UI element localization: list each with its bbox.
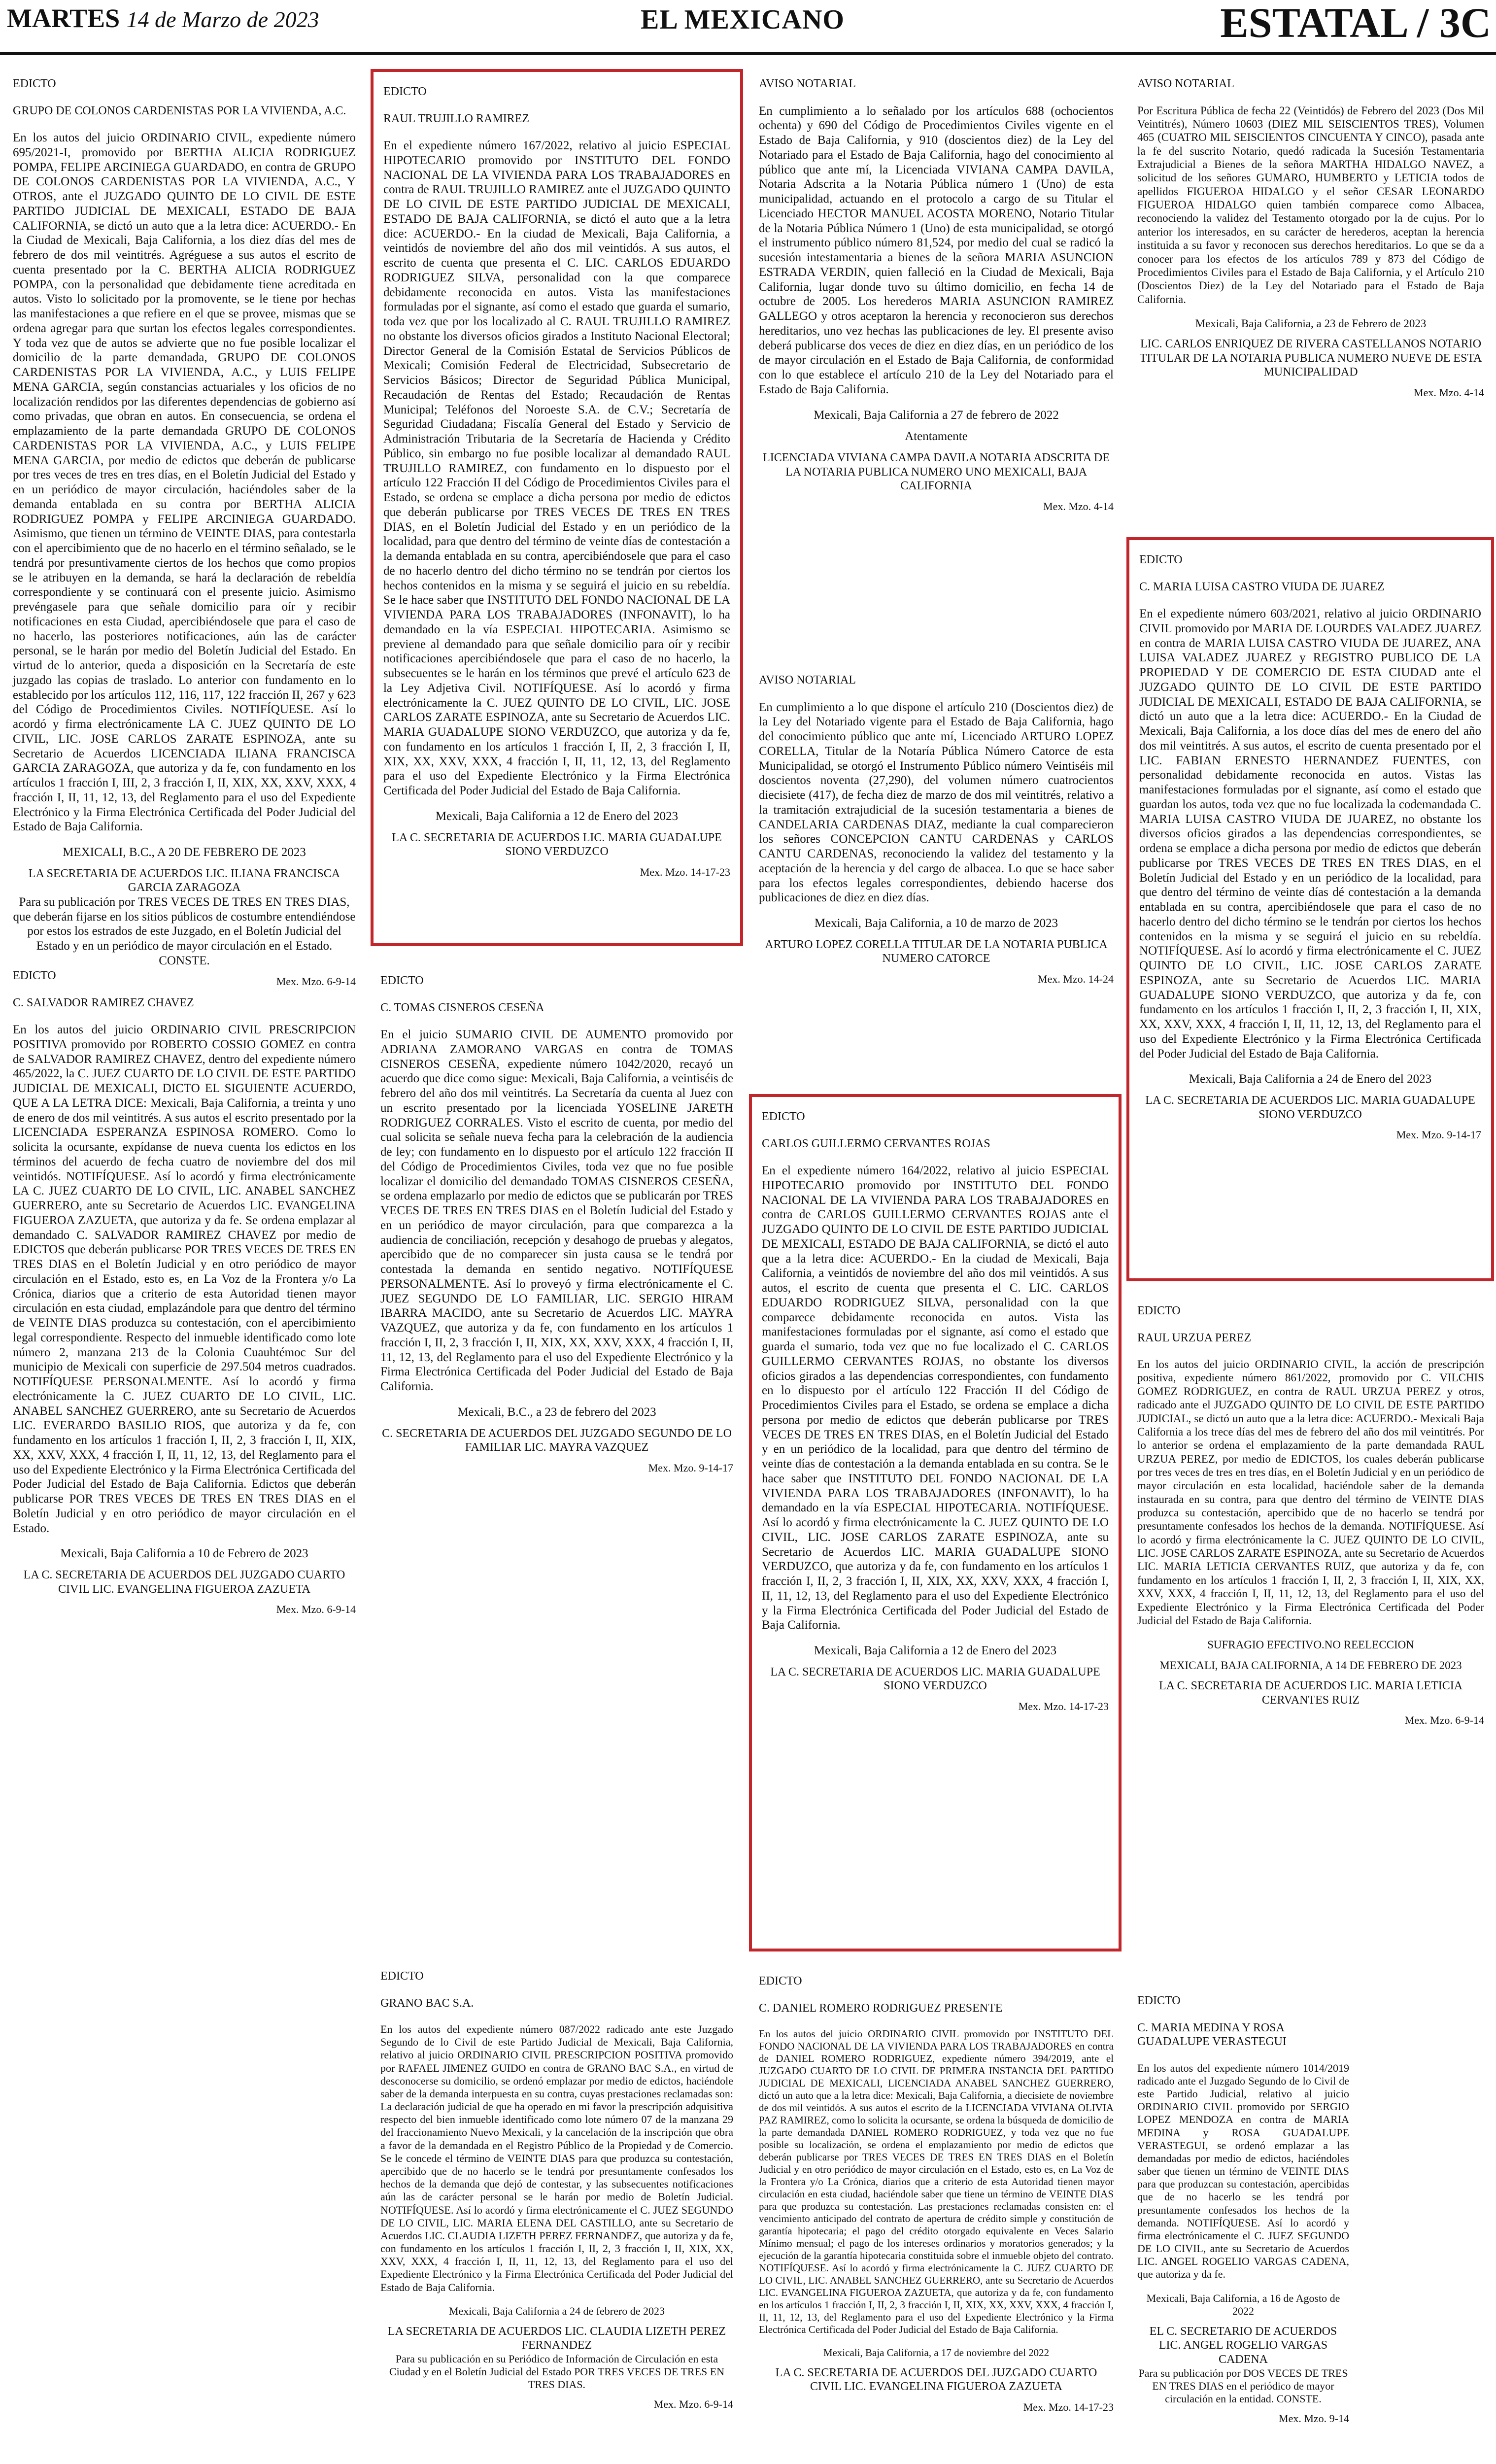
notice-place-date: Mexicali, Baja California, a 17 de noviembre del 2022 bbox=[823, 2346, 1050, 2359]
notice-signer: LIC. CARLOS ENRIQUEZ DE RIVERA CASTELLANOS NOTARIO TITULAR DE LA NOTARIA PUBLICA NUMERO NUEVE DE ESTA MUNICIPALIDAD bbox=[1139, 338, 1482, 379]
newspaper-title: EL MEXICANO bbox=[641, 4, 845, 35]
notice-grupo-colonos bbox=[3, 64, 366, 988]
notice-ref: Mex. Mzo. 6-9-14 bbox=[276, 1603, 356, 1616]
notice-ref: Mex. Mzo. 9-14-17 bbox=[648, 1461, 733, 1474]
notice-place-date: Mexicali, Baja California a 10 de Febrero de 2023 bbox=[60, 1547, 308, 1561]
notice-type: AVISO NOTARIAL bbox=[759, 77, 856, 90]
notice-ref: Mex. Mzo. 14-17-23 bbox=[640, 865, 730, 878]
notice-publication: Para su publicación por TRES VECES DE TRES EN TRES DIAS, que deberán fijarse en los sitios públicos de costumbre entendiéndose por estos los estrados de este Juzgado, en el Boletín Judicial del Estado y en un periódico de mayor circulación en el Estado. CONSTE. bbox=[13, 895, 356, 967]
notice-party: GRUPO DE COLONOS CARDENISTAS POR LA VIVIENDA, A.C. bbox=[13, 104, 346, 117]
notice-type: EDICTO bbox=[13, 969, 56, 982]
notice-carlos-cervantes bbox=[749, 1094, 1122, 1951]
notice-daniel-romero bbox=[749, 1961, 1123, 2464]
notice-aviso-enriquez bbox=[1127, 64, 1494, 527]
notice-footnote: Para su publicación por DOS VECES DE TRES EN TRES DIAS en el periódico de mayor circulación en la entidad. CONSTE. bbox=[1138, 2366, 1348, 2405]
notice-body: En cumplimiento a lo señalado por los artículos 688 (ochocientos ochenta) y 690 del Código de Procedimientos Civiles vigente en el Estado de Baja California, y 910 (doscientos diez) de la Ley del Notariado para el Estado de Baja California, hago del conocimiento al público que ante mí, la Licenciada VIVIANA CAMPA DAVILA, Notaria Adscrita a la Notaria Pública número 1 (Uno) de esta municipalidad, actuando en el protocolo a cargo de su Titular el Licenciado HECTOR MANUEL ACOSTA MORENO, Notario Titular de la Notaria Pública Número 1 (Uno) de esta municipalidad, se otorgó el instrumento público número 81,524, por medio del cual se radicó la sucesión intestamentaria a bienes de la señora MARIA ASUNCION ESTRADA VERDIN, quien falleció en la Ciudad de Mexicali, Baja California, lugar donde tuvo su último domicilio, en fecha 14 de octubre de 2005. Los herederos MARIA ASUNCION RAMIREZ GALLEGO y otros aceptaron la herencia y reconocieron sus derechos hereditarios, uno vez hechas las publicaciones de ley. El presente aviso deberá publicarse dos veces de diez en diez días, en un periódico de los de mayor circulación en el Estado de Baja California, de conformidad con lo que establece el artículo 210 de la Ley del Notariado para el Estado de Baja California. bbox=[759, 104, 1114, 396]
notice-place-date: Mexicali, Baja California a 24 de febrero de 2023 bbox=[448, 2304, 665, 2317]
notice-type: EDICTO bbox=[13, 77, 56, 90]
section-label: ESTATAL / 3C bbox=[1220, 0, 1491, 46]
notice-salvador-ramirez bbox=[3, 956, 366, 2287]
notice-maria-medina bbox=[1127, 1981, 1359, 2464]
notice-body: En el juicio SUMARIO CIVIL DE AUMENTO promovido por ADRIANA ZAMORANO VARGAS en contra de TOMAS CISNEROS CESEÑA, expediente número 1042/2020, recayó un acuerdo que dice como sigue: Mexicali, Baja California, a veintiséis de febrero del año dos mil veintitrés. La Secretaría da cuenta al Juez con un escrito presentado por la licenciada YOSELINE JARETH RODRIGUEZ CORRALES. Visto el escrito de cuenta, por medio del cual solicita se señale nueva fecha para la celebración de la audiencia de ley; con fundamento en lo dispuesto por el artículo 122 fracción II del Código de Procedimientos Civiles, toda vez que no fue posible localizar el domicilio del demandado TOMAS CISNEROS CESEÑA, se ordena emplazarlo por medio de edictos que se publicarán por TRES VECES DE TRES EN TRES DIAS en el Boletín Judicial del Estado y en un periódico de mayor circulación, para que comparezca a la audiencia de conciliación, recepción y desahogo de pruebas y alegatos, apercibido que de no comparecer sin justa causa se le tendrá por contestada la demanda en sentido negativo. NOTIFÍQUESE PERSONALMENTE. Así lo proveyó y firma electrónicamente el C. JUEZ SEGUNDO DE LO FAMILIAR, LIC. SERGIO HIRAM IBARRA MACIDO, ante su Secretario de Acuerdos LIC. MAYRA VAZQUEZ, que autoriza y da fe, con fundamento en los artículos 1 fracción I, II, 2, 3 fracción I, II, XIX, XX, XXV, XXX, 4 fracción I, II, 11, 12, 13, del Reglamento para el uso del Expediente Electrónico y la Firma Electrónica Certificada del Poder Judicial del Estado de Baja California. bbox=[380, 1028, 733, 1394]
notice-body: En el expediente número 164/2022, relativo al juicio ESPECIAL HIPOTECARIO promovido por INSTITUTO DEL FONDO NACIONAL DE LA VIVIENDA PARA LOS TRABAJADORES en contra de CARLOS GUILLERMO CERVANTES ROJAS ante el JUZGADO QUINTO DE LO CIVIL DE ESTE PARTIDO JUDICIAL DE MEXICALI, ESTADO DE BAJA CALIFORNIA, se dictó el auto que a la letra dice: ACUERDO.- En la ciudad de Mexicali, Baja California, a veintidós de noviembre del año dos mil veintidós. A sus autos, el escrito de cuenta que presenta el C. LIC. CARLOS EDUARDO RODRIGUEZ SILVA, personalidad con la que comparece debidamente reconocida en autos. Vista las manifestaciones formuladas por el signante, así como el estado que guarda el sumario, toda vez que no fue localizado el C. CARLOS GUILLERMO CERVANTES ROJAS, no obstante los diversos oficios girados a las dependencias correspondientes, con fundamento en lo dispuesto por el artículo 122 Fracción II del Código de Procedimientos Civiles para el Estado, se ordena se emplace a dicha persona por medio de edictos que deberán publicarse por TRES VECES DE TRES EN TRES DIAS, en el Boletín Judicial del Estado y en un periódico de la localidad, para que dentro del término de veinte días de contestación a la demanda entablada en su contra. Se le hace saber que INSTITUTO DEL FONDO NACIONAL DE LA VIVIENDA PARA LOS TRABAJADORES (INFONAVIT), lo ha demandado en la vía ESPECIAL HIPOTECARIA. NOTIFÍQUESE. Así lo acordó y firma electrónicamente la C. JUEZ QUINTO DE LO CIVIL, LIC. JOSE CARLOS ZARATE ESPINOZA, ante su Secretario de Acuerdos LIC. MARIA GUADALUPE SIONO VERDUZCO, que autoriza y da fe, con fundamento en los artículos 1 fracción I, II, 2, 3 fracción I, II, XIX, XX, XXV, XXX, 4 fracción I, II, 11, 12, 13, del Reglamento para el uso del Expediente Electrónico y la Firma Electrónica Certificada del Poder Judicial del Estado de Baja California. bbox=[762, 1164, 1109, 1632]
notice-place-date: Mexicali, Baja California a 12 de Enero del 2023 bbox=[814, 1644, 1057, 1658]
notice-body: En cumplimiento a lo que dispone el artículo 210 (Doscientos diez) de la Ley del Notariado vigente para el Estado de Baja California, hago del conocimiento público que ante mí, Licenciado ARTURO LOPEZ CORELLA, Titular de la Notaría Pública Número Catorce de esta Municipalidad, se otorgó el Instrumento Público número Veintiséis mil doscientos noventa (27,290), del volumen número cuatrocientos diecisiete (417), de fecha diez de marzo de dos mil veintitrés, relativo a la tramitación extrajudicial de la sucesión testamentaria a bienes de CANDELARIA CARDENAS DIAZ, mediante la cual comparecieron los señores CONCEPCION CANTU CARDENAS y CARLOS CANTU CARDENAS, reconociendo la validez del testamento y la aceptación de la herencia y del cargo de albacea. Lo que se hace saber para los efectos legales correspondientes, debiendo hacerse dos publicaciones de diez en diez días. bbox=[759, 700, 1114, 905]
notice-ref: Mex. Mzo. 6-9-14 bbox=[653, 2398, 733, 2411]
notice-body: Por Escritura Pública de fecha 22 (Veintidós) de Febrero del 2023 (Dos Mil Veintitrés), Número 10603 (DIEZ MIL SEISCIENTOS TRES), Volumen 465 (CUATRO MIL SEISCIENTOS CINCUENTA Y CINCO), pasada ante la fe del suscrito Notario, quedó radicada la Sucesión Testamentaria Extrajudicial a Bienes de la señora MARTHA HIDALGO NAVEZ, a solicitud de los señores GUMARO, HUMBERTO y LETICIA todos de apellidos FIGUEROA HIDALGO y el señor CESAR LEONARDO FIGUEROA HIDALGO quien también comparece como Albacea, reconociendo la validez del Testamento otorgado por la de cujus. Por lo anterior los interesados, en su carácter de herederos, aceptan la herencia instituida a su favor y reconocen sus derechos hereditarios. Lo que se da a conocer para los efectos de los artículos 789 y 873 del Código de Procedimientos Civiles para el Estado de Baja California, y el Artículo 210 (Doscientos Diez) de la Ley del Notariado para el Estado de Baja California. bbox=[1137, 104, 1484, 306]
notice-ref: Mex. Mzo. 14-17-23 bbox=[1018, 1700, 1109, 1712]
notice-party: GRANO BAC S.A. bbox=[380, 1996, 474, 2010]
notice-body: En el expediente número 603/2021, relativo al juicio ORDINARIO CIVIL promovido por MARIA DE LOURDES VALADEZ JUAREZ en contra de MARIA LUISA CASTRO VIUDA DE JUAREZ, ANA LUISA VALADEZ JUAREZ y REGISTRO PUBLICO DE LA PROPIEDAD Y DE COMERCIO DE ESTA CIUDAD ante el JUZGADO QUINTO DE LO CIVIL DE ESTE PARTIDO JUDICIAL DE MEXICALI, ESTADO DE BAJA CALIFORNIA, se dictó un auto que a la letra dice: ACUERDO.- En la Ciudad de Mexicali, Baja California, a los doce días del mes de enero del año dos mil veintitrés. A sus autos, el escrito de cuenta presentado por el LIC. FABIAN ERNESTO HERNANDEZ FUENTES, con personalidad debidamente reconocida en autos. Vistas las manifestaciones formuladas por el signante, así como el estado que guardan los autos, toda vez que no fue localizada la codemandada C. MARIA LUISA CASTRO VIUDA DE JUAREZ, no obstante los diversos oficios girados a las dependencias correspondientes, se ordena se emplace a dicha persona por medio de edictos que deberán publicarse por TRES VECES DE TRES EN TRES DIAS, en el Boletín Judicial del Estado y en un periódico de la localidad, para que dentro del término de veinte días dé contestación a la demanda entablada en su contra, apercibiéndosele que para el caso de no hacerlo dentro del dicho término se le tendrán por ciertos los hechos contenidos en la misma y se seguirá el juicio en su rebeldía. NOTIFÍQUESE. Así lo acordó y firma electrónicamente el C. JUEZ QUINTO DE LO CIVIL, LIC. JOSE CARLOS ZARATE ESPINOZA, ante su Secretario de Acuerdos LIC. MARIA GUADALUPE SIONO VERDUZCO, que autoriza y da fe, con fundamento en los artículos 1 fracción I, II, 2, 3 fracción I, II, XIX, XX, XXV, XXX, 4 fracción I, II, 11, 12, 13, del Reglamento para el uso del Expediente Electrónico y la Firma Electrónica Certificada del Poder Judicial del Estado de Baja California. bbox=[1139, 607, 1481, 1061]
notice-signer: LA C. SECRETARIA DE ACUERDOS LIC. MARIA GUADALUPE SIONO VERDUZCO bbox=[770, 1665, 1100, 1693]
notice-body: En el expediente número 167/2022, relativo al juicio ESPECIAL HIPOTECARIO promovido por INSTITUTO DEL FONDO NACIONAL DE LA VIVIENDA PARA LOS TRABAJADORES en contra de RAUL TRUJILLO RAMIREZ ante el JUZGADO QUINTO DE LO CIVIL DE ESTE PARTIDO JUDICIAL DE MEXICALI, ESTADO DE BAJA CALIFORNIA, se dictó el auto que a la letra dice: ACUERDO.- En la ciudad de Mexicali, Baja California, a veintidós de noviembre del año dos mil veintidós. A sus autos, el escrito de cuenta que presenta el C. LIC. CARLOS EDUARDO RODRIGUEZ SILVA, personalidad con la que comparece debidamente reconocida en autos. Vista las manifestaciones formuladas por el signante, así como el estado que guarda el sumario, toda vez que por los localizado al C. RAUL TRUJILLO RAMIREZ no obstante los diversos oficios girados a Instituto Nacional Electoral; Director General de la Comisión Estatal de Servicios Públicos de Mexicali; Comisión Federal de Electricidad, Subsecretario de Servicios Básicos; Director de Seguridad Pública Municipal, Recaudación de Rentas del Estado; Recaudación de Rentas Municipal; Teléfonos del Noroeste S.A. de C.V.; Secretaría de Seguridad Ciudadana; Fiscalía General del Estado y Servicio de Administración Tributaria de la Secretaría de Hacienda y Crédito Público, sin embargo no fue posible localizar al demandado RAUL TRUJILLO RAMIREZ, con fundamento en lo dispuesto por el artículo 122 Fracción II del Código de Procedimientos Civiles para el Estado, se ordena se emplace a dicha persona por medio de edictos que deberán publicarse por TRES VECES DE TRES EN TRES DIAS, en el Boletín Judicial del Estado y en un periódico de la localidad, para que dentro del término de veinte días de contestación a la demanda entablada en su contra, apercibiéndosele que para el caso de no hacerlo dentro del dicho término no se tendrán por ciertos los hechos contenidos en la misma y se seguirá el juicio en su rebeldía. Se le hace saber que INSTITUTO DEL FONDO NACIONAL DE LA VIVIENDA PARA LOS TRABAJADORES (INFONAVIT), lo ha demandado en la vía ESPECIAL HIPOTECARIA. Asimismo se previene al demandado para que señale domicilio para oír y recibir notificaciones apercibiéndosele que para el caso de no hacerlo, la subsecuentes se le harán en los términos que prevé el artículo 623 de la Ley Adjetiva Civil. NOTIFÍQUESE. Así lo acordó y firma electrónicamente la C. JUEZ QUINTO DE LO CIVIL, LIC. JOSE CARLOS ZARATE ESPINOZA, ante su Secretario de Acuerdos LIC. MARIA GUADALUPE SIONO VERDUZCO, que autoriza y da fe, con fundamento en los artículos 1 fracción I, II, 2, 3 fracción I, II, XIX, XX, XXV, XXX, 4 fracción I, II, 11, 12, 13, del Reglamento para el uso del Expediente Electrónico y la Firma Electrónica Certificada del Poder Judicial del Estado de Baja California. bbox=[383, 139, 730, 798]
notice-signer: LA C. SECRETARIA DE ACUERDOS DEL JUZGADO CUARTO CIVIL LIC. EVANGELINA FIGUEROA ZAZUETA bbox=[775, 2366, 1097, 2394]
notice-type: AVISO NOTARIAL bbox=[1137, 77, 1234, 90]
notice-type: EDICTO bbox=[1137, 1304, 1181, 1317]
notice-place-date: Mexicali, Baja California a 12 de Enero del 2023 bbox=[435, 809, 679, 823]
notice-type: EDICTO bbox=[1137, 1994, 1181, 2007]
notice-place-date: Mexicali, Baja California, a 10 de marzo de 2023 bbox=[814, 917, 1058, 930]
notice-place-date: Mexicali, Baja California a 24 de Enero del 2023 bbox=[1189, 1072, 1432, 1086]
notice-footnote: Para su publicación en su Periódico de Información de Circulación en esta Ciudad y en el Boletín Judicial del Estado POR TRES VECES DE TRES EN TRES DIAS. bbox=[389, 2352, 725, 2391]
notice-raul-trujillo bbox=[371, 69, 743, 946]
notice-party: CARLOS GUILLERMO CERVANTES ROJAS bbox=[762, 1137, 990, 1150]
notice-ref: Mex. Mzo. 6-9-14 bbox=[1404, 1714, 1484, 1727]
notice-ref: Mex. Mzo. 6-9-14 bbox=[276, 975, 356, 988]
notice-signer: LA SECRETARIA DE ACUERDOS LIC. ILIANA FRANCISCA GARCIA ZARAGOZA bbox=[28, 867, 340, 894]
notice-maria-luisa-castro bbox=[1126, 537, 1494, 1281]
notice-body: En los autos del juicio ORDINARIO CIVIL promovido por INSTITUTO DEL FONDO NACIONAL DE LA VIVIENDA PARA LOS TRABAJADORES en contra de DANIEL ROMERO RODRIGUEZ, expediente número 394/2019, ante el JUZGADO CUARTO DE LO CIVIL DE PRIMERA INSTANCIA DEL PARTIDO JUDICIAL DE MEXICALI, LICENCIADA ANABEL SANCHEZ GUERRERO, dictó un auto que a la letra dice: Mexicali, Baja California, a diecisiete de noviembre de dos mil veintidós. A sus autos el escrito de la LICENCIADA VIVIANA OLIVIA PAZ RAMIREZ, como lo solicita la ocursante, se ordena la búsqueda de domicilio de la parte demandada DANIEL ROMERO RODRIGUEZ, y toda vez que no fue posible su localización, se ordena el emplazamiento por medio de edictos que deberán publicarse por TRES VECES DE TRES EN TRES DIAS en el Boletín Judicial y en otro periódico de mayor circulación en el Estado, esto es, en La Voz de la Frontera y/o La Crónica, diarios que a criterio de esta Autoridad tienen mayor circulación en esta ciudad, haciéndole saber que tiene un término de VEINTE DIAS para que produzca su contestación. Las prestaciones reclamadas consisten en: el vencimiento anticipado del contrato de apertura de crédito simple y constitución de garantía hipotecaria; el pago del crédito otorgado equivalente en Veces Salario Mínimo mensual; el pago de los intereses ordinarios y moratorios generados; y la ejecución de la garantía hipotecaria constituida sobre el inmueble objeto del contrato. NOTIFÍQUESE. Así lo acordó y firma electrónicamente la C. JUEZ CUARTO DE LO CIVIL, LIC. ANABEL SANCHEZ GUERRERO, ante su Secretario de Acuerdos LIC. EVANGELINA FIGUEROA ZAZUETA, que autoriza y da fe, con fundamento en los artículos 1 fracción I, II, 2, 3 fracción I, II, XIX, XX, XXV, XXX, 4 fracción I, II, 11, 12, 13, del Reglamento para el uso del Expediente Electrónico y la Firma Electrónica Certificada del Poder Judicial del Estado de Baja California. bbox=[759, 2028, 1114, 2335]
notice-closing: Atentamente bbox=[905, 430, 968, 444]
notice-signer: LA SECRETARIA DE ACUERDOS LIC. CLAUDIA LIZETH PEREZ FERNANDEZ bbox=[387, 2325, 726, 2352]
notice-place-date: MEXICALI, BAJA CALIFORNIA, A 14 DE FEBRERO DE 2023 bbox=[1159, 1659, 1462, 1672]
notice-type: EDICTO bbox=[762, 1110, 805, 1123]
notice-party: C. MARIA MEDINA Y ROSA GUADALUPE VERASTEGUI bbox=[1137, 2021, 1287, 2049]
notice-signer: LA C. SECRETARIA DE ACUERDOS LIC. MARIA GUADALUPE SIONO VERDUZCO bbox=[1145, 1094, 1475, 1121]
notice-signer: ARTURO LOPEZ CORELLA TITULAR DE LA NOTARIA PUBLICA NUMERO CATORCE bbox=[765, 938, 1108, 965]
notice-party: C. TOMAS CISNEROS CESEÑA bbox=[380, 1001, 544, 1014]
issue-date: MARTES 14 de Marzo de 2023 bbox=[7, 3, 319, 33]
notice-party: RAUL URZUA PEREZ bbox=[1137, 1331, 1252, 1344]
notice-party: C. SALVADOR RAMIREZ CHAVEZ bbox=[13, 996, 194, 1009]
notice-body: En los autos del juicio ORDINARIO CIVIL PRESCRIPCION POSITIVA promovido por ROBERTO COSSIO GOMEZ en contra de SALVADOR RAMIREZ CHAVEZ, dentro del expediente número 465/2022, la C. JUEZ CUARTO DE LO CIVIL DE ESTE PARTIDO JUDICIAL DE MEXICALI, DICTO EL SIGUIENTE ACUERDO, QUE A LA LETRA DICE: Mexicali, Baja California, a treinta y uno de enero de dos mil veintitrés. A sus autos el escrito presentado por la LICENCIADA ESPERANZA ESPINOSA ROMERO. Como lo solicita la ocursante, expídanse de nueva cuenta los edictos en los términos del acuerdo de fecha cuatro de noviembre del dos mil veintidós. NOTIFÍQUESE. Así lo acordó y firma electrónicamente LA C. JUEZ CUARTO DE LO CIVIL, LIC. ANABEL SANCHEZ GUERRERO, ante su Secretario de Acuerdos LIC. EVANGELINA FIGUEROA ZAZUETA, que autoriza y da fe. Se ordena emplazar al demandado C. SALVADOR RAMIREZ CHAVEZ por medio de EDICTOS que deberán publicarse POR TRES VECES DE TRES EN TRES DIAS en el Boletín Judicial y en otro periódico de mayor circulación en el Estado, esto es, en La Voz de la Frontera y/o La Crónica, diarios que a criterio de esta Autoridad tienen mayor circulación en esta ciudad, emplazándole para que dentro del término de VEINTE DIAS produzca su contestación, con el apercibimiento legal correspondiente. Respecto del inmueble identificado como lote número 2, manzana 213 de la Colonia Cuauhtémoc Sur del municipio de Mexicali con superficie de 297.504 metros cuadrados. NOTIFÍQUESE PERSONALMENTE. Así lo acordó y firma electrónicamente la C. JUEZ CUARTO DE LO CIVIL, LIC. ANABEL SANCHEZ GUERRERO, ante su Secretario de Acuerdos LIC. EVERARDO BASILIO RIOS, que autoriza y da fe, con fundamento en los artículos 1 fracción I, II, 2, 3 fracción I, II, XIX, XX, XXV, XXX, 4 fracción I, II, 11, 12, 13, del Reglamento para el uso del Expediente Electrónico y la Firma Electrónica Certificada del Poder Judicial del Estado de Baja California. Edictos que deberán publicarse POR TRES VECES DE TRES EN TRES DIAS en el Boletín Judicial y en otro periódico de mayor circulación en el Estado. bbox=[13, 1023, 356, 1535]
notice-signer: LA C. SECRETARIA DE ACUERDOS LIC. MARIA GUADALUPE SIONO VERDUZCO bbox=[392, 831, 722, 858]
notice-aviso-campa bbox=[749, 64, 1123, 655]
notice-ref: Mex. Mzo. 9-14 bbox=[1279, 2412, 1349, 2425]
notice-ref: Mex. Mzo. 14-17-23 bbox=[1023, 2400, 1114, 2413]
notice-type: EDICTO bbox=[380, 974, 424, 987]
notice-tomas-cisneros bbox=[371, 961, 743, 1947]
notice-party: C. DANIEL ROMERO RODRIGUEZ PRESENTE bbox=[759, 2001, 1003, 2015]
notice-type: EDICTO bbox=[1139, 553, 1183, 566]
notice-body: En los autos del expediente número 1014/2019 radicado ante el Juzgado Segundo de lo Civil de este Partido Judicial, relativo al juicio ORDINARIO CIVIL promovido por SERGIO LOPEZ MENDOZA en contra de MARIA MEDINA y ROSA GUADALUPE VERASTEGUI, se ordenó emplazar a las demandadas por medio de edictos, haciéndoles saber que tienen un término de VEINTE DIAS para que produzcan su contestación, apercibidas que de no hacerlo se les tendrá por presuntamente confesados los hechos de la demanda. NOTIFÍQUESE. Así lo acordó y firma electrónicamente el C. JUEZ SEGUNDO DE LO CIVIL, ante su Secretario de Acuerdos LIC. ANGEL ROGELIO VARGAS CADENA, que autoriza y da fe. bbox=[1137, 2061, 1349, 2281]
notice-party: C. MARIA LUISA CASTRO VIUDA DE JUAREZ bbox=[1139, 580, 1385, 593]
notice-type: EDICTO bbox=[759, 1975, 802, 1987]
notice-signer: LICENCIADA VIVIANA CAMPA DAVILA NOTARIA ADSCRITA DE LA NOTARIA PUBLICA NUMERO UNO MEXICALI, BAJA CALIFORNIA bbox=[763, 451, 1110, 493]
notice-place-date: Mexicali, Baja California, a 16 de Agosto de 2022 bbox=[1146, 2292, 1340, 2317]
notice-party: RAUL TRUJILLO RAMIREZ bbox=[383, 112, 529, 125]
notice-signer: LA C. SECRETARIA DE ACUERDOS LIC. MARIA LETICIA CERVANTES RUIZ bbox=[1158, 1679, 1463, 1707]
notice-ref: Mex. Mzo. 9-14-17 bbox=[1396, 1129, 1481, 1141]
notice-ref: Mex. Mzo. 4-14 bbox=[1414, 386, 1484, 399]
notice-place-date: Mexicali, Baja California a 27 de febrero de 2022 bbox=[814, 408, 1059, 422]
notice-type: EDICTO bbox=[383, 85, 427, 98]
notice-body: En los autos del expediente número 087/2022 radicado ante este Juzgado Segundo de lo Civil de este Partido Judicial de Mexicali, Baja California, relativo al juicio ORDINARIO CIVIL PRESCRIPCION POSITIVA promovido por RAFAEL JIMENEZ GUIDO en contra de GRANO BAC S.A., en virtud de desconocerse su domicilio, se ordenó emplazar por medio de edictos, haciéndole saber de la demanda interpuesta en su contra, cuyas prestaciones reclamadas son: La declaración judicial de que ha operado en mi favor la prescripción adquisitiva respecto del bien inmueble identificado como lote número 07 de la manzana 29 del fraccionamiento Nuevo Mexicali, y la cancelación de la inscripción que obra a favor de la demandada en el Registro Público de la Propiedad y de Comercio. Se le concede el término de VEINTE DIAS para que produzca su contestación, apercibido que de no hacerlo se le tendrá por presuntamente confesados los hechos de la demanda que dejó de contestar, y las subsecuentes notificaciones aún las de carácter personal se le harán por medio de Boletín Judicial. NOTIFÍQUESE. Así lo acordó y firma electrónicamente el C. JUEZ SEGUNDO DE LO CIVIL, LIC. MARIA ELENA DEL CASTILLO, ante su Secretario de Acuerdos LIC. CLAUDIA LIZETH PEREZ FERNANDEZ, que autoriza y da fe, con fundamento en los artículos 1 fracción I, II, 2, 3 fracción I, II, XIX, XX, XXV, XXX, 4 fracción I, II, 11, 12, 13, del Reglamento para el uso del Expediente Electrónico y la Firma Electrónica Certificada del Poder Judicial del Estado de Baja California. bbox=[380, 2023, 733, 2293]
notice-place-date: MEXICALI, B.C., A 20 DE FEBRERO DE 2023 bbox=[63, 846, 306, 859]
notice-raul-urzua bbox=[1127, 1291, 1494, 1971]
notice-signer: EL C. SECRETARIO DE ACUERDOS LIC. ANGEL ROGELIO VARGAS CADENA bbox=[1149, 2325, 1337, 2366]
notice-body: En los autos del juicio ORDINARIO CIVIL, expediente número 695/2021-I, promovido por BERTHA ALICIA RODRIGUEZ POMPA, FELIPE ARCINIEGA GUARDADO, en contra de GRUPO DE COLONOS CARDENISTAS POR LA VIVIENDA, A.C., Y OTROS, ante el JUZGADO QUINTO DE LO CIVIL DE ESTE PARTIDO JUDICIAL DE MEXICALI, ESTADO DE BAJA CALIFORNIA, se dictó un auto que a la letra dice: ACUERDO.- En la Ciudad de Mexicali, Baja California, a los diez días del mes de febrero de dos mil veintitrés. Agréguese a sus autos el escrito de cuenta presentado por la C. BERTHA ALICIA RODRIGUEZ POMPA, con la personalidad que debidamente tiene acreditada en autos. Visto lo solicitado por la promovente, se le tiene por hechas las manifestaciones a que refiere en el que se provee, mismas que se ordena agregar para que surtan los efectos legales correspondientes. Y toda vez que de autos se advierte que no fue posible localizar el domicilio de la parte demandada, GRUPO DE COLONOS CARDENISTAS POR LA VIVIENDA, A.C., y LUIS FELIPE MENA GARCIA, según constancias actuariales y los oficios de no localización rendidos por las diferentes dependencias de gobierno así como privadas, que obran en autos. En consecuencia, se ordena el emplazamiento de la parte demandada GRUPO DE COLONOS CARDENISTAS POR LA VIVIENDA, A.C., y LUIS FELIPE MENA GARCIA, por medio de edictos que deberán de publicarse por tres veces de tres en tres días, en el Boletín Judicial del Estado y en un periódico de mayor circulación, haciéndoles saber de la demanda entablada en su contra por BERTHA ALICIA RODRIGUEZ POMPA y FELIPE ARCINIEGA GUARDADO. Asimismo, que tienen un término de VEINTE DIAS, para contestarla con el apercibimiento que de no hacerlo en el término señalado, se le tendrá por presuntivamente ciertos de los hechos que como propios se le atribuyen en la demanda, se hará la declaración de rebeldía correspondiente y se continuará con el presente juicio. Asimismo prevéngasele para que señale domicilio para oír y recibir notificaciones en esta Ciudad, apercibiéndosele que para el caso de no hacerlo, las posteriores notificaciones, aún las de carácter personal, se le harán por medio del Boletín Judicial del Estado. En virtud de lo anterior, queda a disposición en la Secretaría de este juzgado las copias de traslado. Lo anterior con fundamento en lo establecido por los artículos 112, 116, 117, 122 fracción II, 267 y 623 del Código de Procedimientos Civiles. NOTIFÍQUESE. Así lo acordó y firma electrónicamente LA C. JUEZ QUINTO DE LO CIVIL, LIC. JOSE CARLOS ZARATE ESPINOZA, ante su Secretario de Acuerdos LICENCIADA ILIANA FRANCISCA GARCIA ZARAGOZA, que autoriza y da fe, con fundamento en los artículos 1 fracción I, III, 2, 3 fracción I, II, XIX, XX, XXV, XXX, 4 fracción I, II, 11, 12, 13, del Reglamento para el uso del Expediente Electrónico y la Firma Electrónica Certificada del Poder Judicial del Estado de Baja California. bbox=[13, 131, 356, 834]
notice-body: En los autos del juicio ORDINARIO CIVIL, la acción de prescripción positiva, expediente número 861/2022, promovido por C. VILCHIS GOMEZ RODRIGUEZ, en contra de RAUL URZUA PEREZ y otros, radicado ante el JUZGADO QUINTO DE LO CIVIL DE ESTE PARTIDO JUDICIAL, se dictó un auto que a la letra dice: ACUERDO.- Mexicali Baja California a los trece días del mes de febrero del año dos mil veintitrés. Por lo anterior se ordena el emplazamiento de la parte demandada RAUL URZUA PEREZ, por medio de EDICTOS, los cuales deberán publicarse por tres veces de tres en tres días, en el Boletín Judicial y en un periódico de mayor circulación en esta localidad, haciéndole saber de la demanda instaurada en su contra, para que dentro del término de VEINTE DIAS produzca su contestación, apercibido que de no hacerlo se tendrá por presuntamente confesados los hechos de la demanda. NOTIFÍQUESE. Así lo acordó y firma electrónicamente la C. JUEZ QUINTO DE LO CIVIL, LIC. JOSE CARLOS ZARATE ESPINOZA, ante su Secretario de Acuerdos LIC. MARIA LETICIA CERVANTES RUIZ, que autoriza y da fe, con fundamento en los artículos 1 fracción I, II, 2, 3 fracción I, II, XIX, XX, XXV, XXX, 4 fracción I, II, 11, 12, 13, del Reglamento para el uso del Expediente Electrónico y la Firma Electrónica Certificada del Poder Judicial del Estado de Baja California. bbox=[1137, 1358, 1484, 1627]
notice-type: AVISO NOTARIAL bbox=[759, 674, 856, 686]
notice-signer: C. SECRETARIA DE ACUERDOS DEL JUZGADO SEGUNDO DE LO FAMILIAR LIC. MAYRA VAZQUEZ bbox=[382, 1427, 732, 1454]
notice-grano-bac bbox=[371, 1956, 743, 2464]
notice-signer: LA C. SECRETARIA DE ACUERDOS DEL JUZGADO CUARTO CIVIL LIC. EVANGELINA FIGUEROA ZAZUETA bbox=[23, 1569, 345, 1596]
notice-type: EDICTO bbox=[380, 1970, 424, 1983]
notice-ref: Mex. Mzo. 4-14 bbox=[1043, 500, 1114, 513]
notice-aviso-lopez-corella bbox=[749, 660, 1123, 1074]
notice-place-date: Mexicali, B.C., a 23 de febrero del 2023 bbox=[457, 1405, 656, 1419]
newspaper-header bbox=[0, 0, 1496, 55]
notice-place-date: Mexicali, Baja California, a 23 de Febrero de 2023 bbox=[1195, 317, 1427, 330]
notice-ref: Mex. Mzo. 14-24 bbox=[1038, 972, 1114, 985]
notice-extra: SUFRAGIO EFECTIVO.NO REELECCION bbox=[1207, 1639, 1414, 1651]
